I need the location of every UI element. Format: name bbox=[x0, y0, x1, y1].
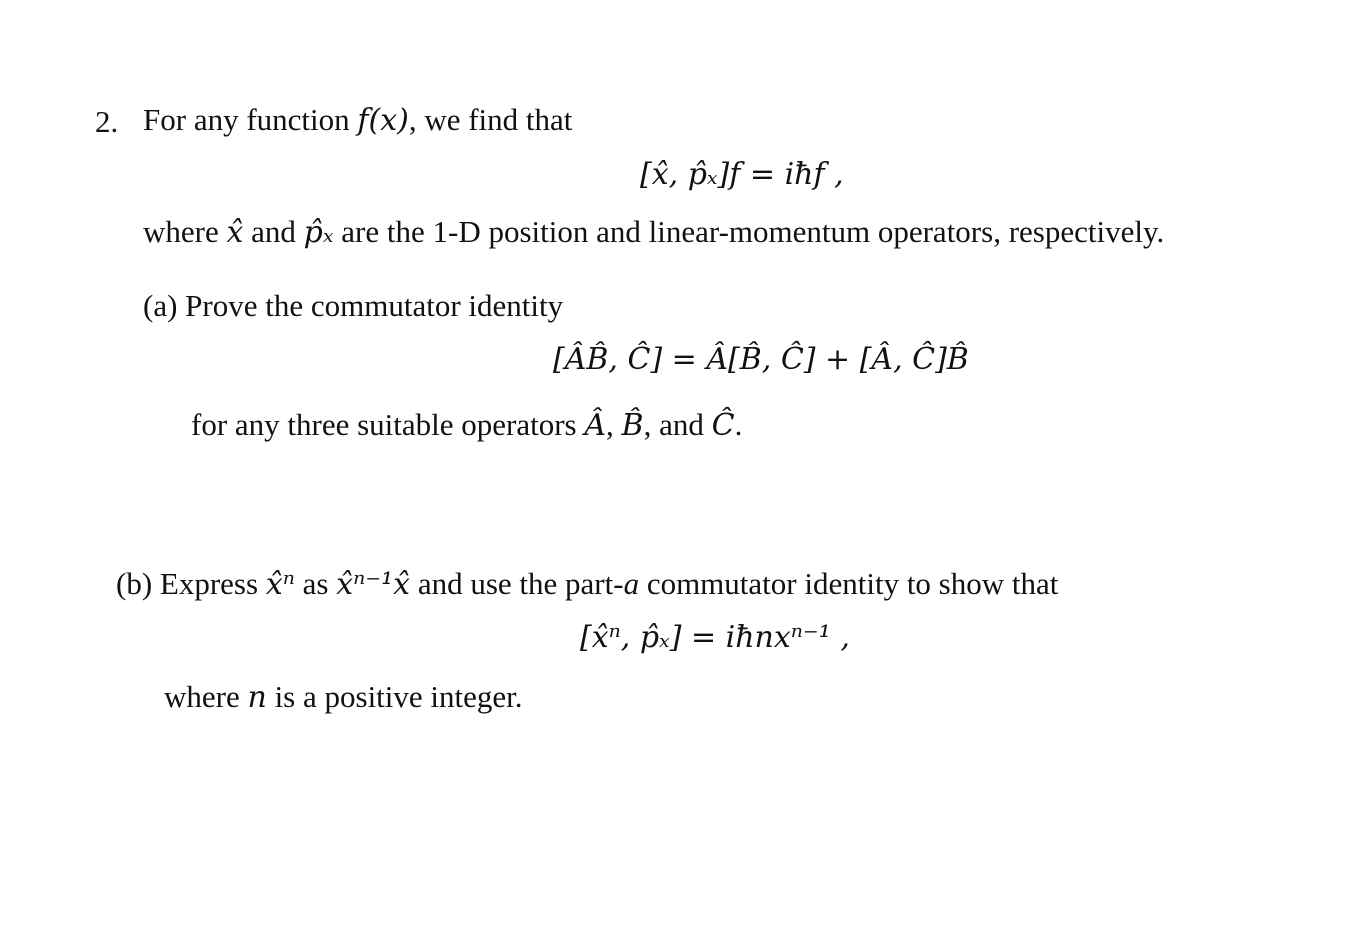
part-b-text-d: commutator identity to show that bbox=[639, 566, 1059, 601]
positive-integer-text: is a positive integer. bbox=[266, 679, 523, 714]
intro-math: f(x) bbox=[357, 103, 409, 138]
part-b-text-a: Express bbox=[152, 566, 266, 601]
where-text-b: where bbox=[164, 679, 248, 714]
part-b-heading bbox=[116, 568, 1058, 600]
sep-1: , bbox=[606, 407, 622, 442]
x-power-n-minus-1-x: x̂ⁿ⁻¹x̂ bbox=[336, 567, 411, 602]
intro-text: For any function bbox=[143, 102, 358, 137]
part-a-heading bbox=[143, 290, 563, 321]
part-b-text-b: as bbox=[294, 566, 337, 601]
problem-number: 2. bbox=[95, 104, 119, 139]
part-a-ref: a bbox=[623, 566, 640, 601]
part-b-tail bbox=[164, 681, 523, 713]
x-operator: x̂ bbox=[226, 215, 244, 250]
intro-tail: , we find that bbox=[408, 102, 573, 137]
equation-2: [ÂB̂, Ĉ] = Â[B̂, Ĉ] + [Â, Ĉ]B̂ bbox=[553, 342, 969, 377]
equation-1: [x̂, p̂ₓ]f = iħf , bbox=[640, 157, 844, 192]
definition-text: are the 1-D position and linear-momentum operators, respectively. bbox=[333, 214, 1165, 249]
part-a-tail bbox=[191, 409, 742, 441]
problem-intro bbox=[143, 104, 572, 136]
operator-a: Â bbox=[584, 408, 607, 443]
p-operator: p̂ₓ bbox=[303, 215, 334, 250]
operators-definition bbox=[143, 216, 1164, 248]
where-text: where bbox=[143, 214, 227, 249]
sep-2: , and bbox=[643, 407, 712, 442]
x-power-n: x̂ⁿ bbox=[265, 567, 295, 602]
n-variable: n bbox=[247, 680, 267, 715]
equation-3: [x̂ⁿ, p̂ₓ] = iħnxⁿ⁻¹ , bbox=[580, 620, 850, 655]
part-b-text-c: and use the part- bbox=[410, 566, 624, 601]
and-text: and bbox=[243, 214, 304, 249]
period: . bbox=[734, 407, 743, 442]
operator-b: B̂ bbox=[621, 408, 644, 443]
operator-c: Ĉ bbox=[711, 408, 735, 443]
part-b-label: (b) bbox=[116, 566, 153, 601]
part-a-label: (a) bbox=[143, 288, 178, 323]
tail-text: for any three suitable operators bbox=[191, 407, 585, 442]
part-a-text: Prove the commutator identity bbox=[177, 288, 564, 323]
